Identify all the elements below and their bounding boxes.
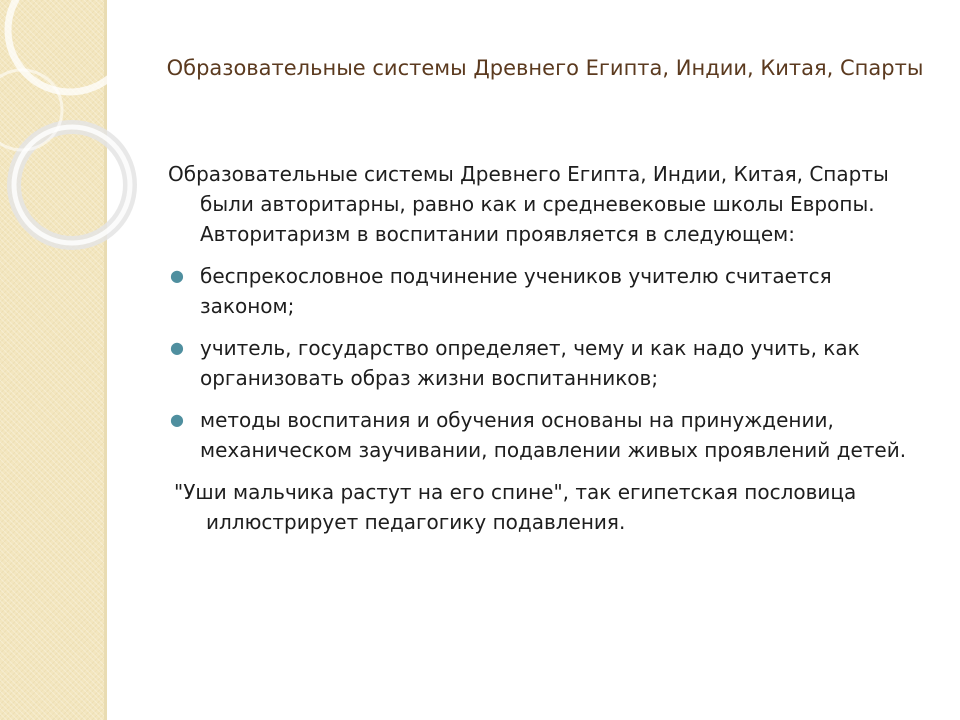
slide-body [168,159,908,537]
list-item [168,333,908,393]
slide-title: Образовательные системы Древнего Египта, Индии, Китая, Спарты [166,56,924,80]
decorative-rings-icon [0,0,170,280]
teal-dot-bullet-icon: ● [170,410,184,429]
list-item-text: методы воспитания и обучения основаны на принуждении, механическом заучивании, подавлении живых проявлений детей. [200,408,907,462]
list-item [168,261,908,321]
intro-paragraph: Образовательные системы Древнего Египта, Индии, Китая, Спарты были авторитарны, равно как и средневековые школы Европы. Авторитаризм в воспитании проявляется в следующем: [168,162,889,246]
list-item-text: учитель, государство определяет, чему и как надо учить, как организовать образ жизни воспитанников; [200,336,860,390]
teal-dot-bullet-icon: ● [170,266,184,285]
quote-paragraph: "Уши мальчика растут на его спине", так египетская пословица иллюстрирует педагогику подавления. [174,480,857,534]
list-item [168,405,908,465]
list-item-text: беспрекословное подчинение учеников учителю считается законом; [200,264,832,318]
teal-dot-bullet-icon: ● [170,338,184,357]
